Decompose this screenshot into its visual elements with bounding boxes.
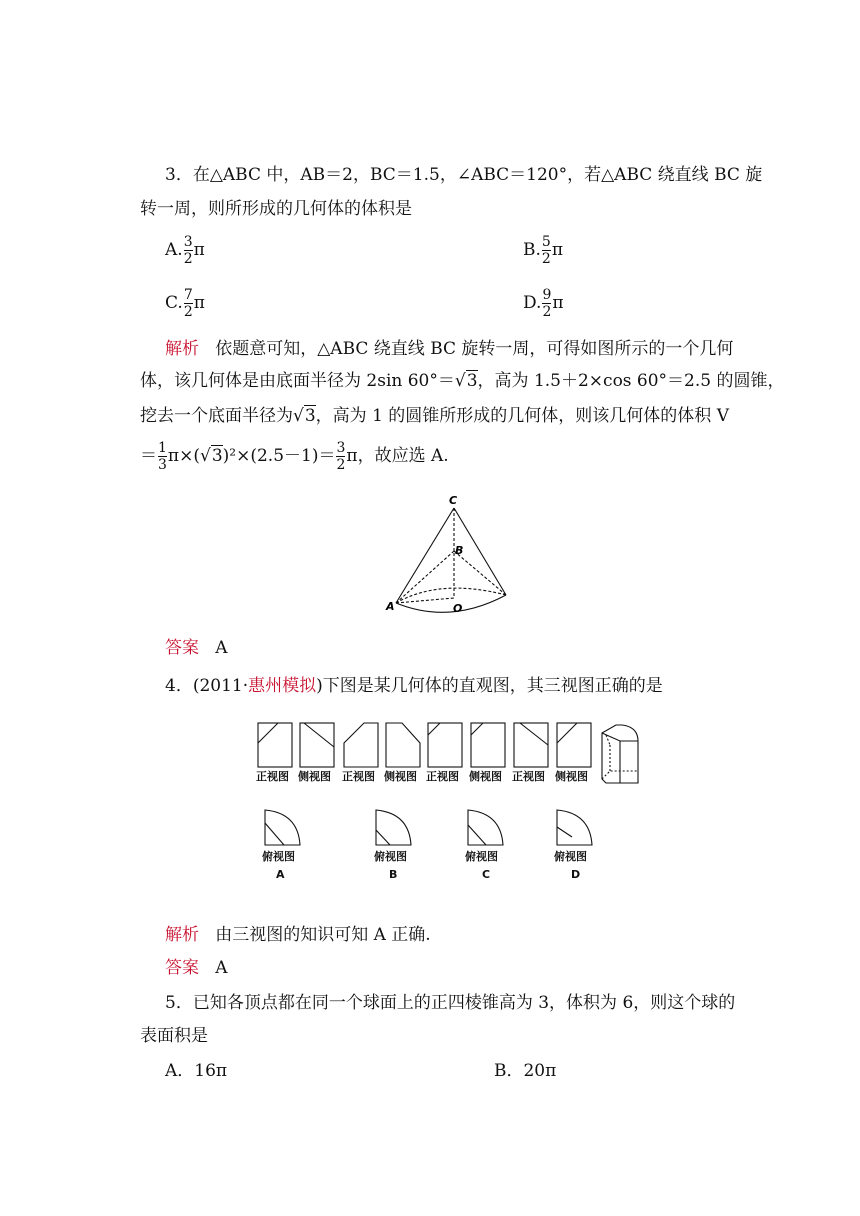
- choice-b: B: [389, 868, 398, 881]
- view-label-5: 正视图: [426, 770, 459, 783]
- q5-line2: 表面积是: [140, 1026, 208, 1046]
- q3-line1: 3．在△ABC 中，AB＝2，BC＝1.5，∠ABC＝120°，若△ABC 绕直线 BC 旋: [165, 165, 763, 185]
- choice-a: A: [276, 868, 285, 881]
- q3-option-c: C. $\frac{7}{2}$ π: [165, 287, 205, 320]
- q5-option-b: B．20π: [494, 1061, 557, 1081]
- view-label-3: 正视图: [342, 770, 375, 783]
- q4-analysis: 解析 由三视图的知识可知 A 正确.: [165, 925, 431, 945]
- view-label-6: 侧视图: [469, 770, 502, 783]
- q3-answer: 答案 A: [165, 638, 228, 658]
- q4-stem: 4．(2011·惠州模拟)下图是某几何体的直观图，其三视图正确的是: [165, 676, 663, 696]
- top-view-label-a: 俯视图: [262, 850, 295, 863]
- view-label-8: 侧视图: [555, 770, 588, 783]
- view-label-7: 正视图: [512, 770, 545, 783]
- q3-option-d: D. $\frac{9}{2}$ π: [523, 287, 564, 320]
- view-label-4: 侧视图: [384, 770, 417, 783]
- top-view-label-b: 俯视图: [374, 850, 407, 863]
- choice-c: C: [482, 868, 491, 881]
- label-a: A: [386, 600, 395, 613]
- q3-analysis-line4: ＝ $\frac{1}{3}$ π×(√3)²×(2.5－1)＝ $\frac{3}{2}$ π，故应选 A.: [140, 440, 449, 473]
- answer-label: 答案: [165, 638, 199, 658]
- analysis-label: 解析: [165, 925, 199, 945]
- top-view-label-c: 俯视图: [465, 850, 498, 863]
- label-b: B: [455, 544, 464, 557]
- view-label-1: 正视图: [256, 770, 289, 783]
- q3-analysis-line1: 解析 依题意可知，△ABC 绕直线 BC 旋转一周，可得如图所示的一个几何: [165, 339, 734, 359]
- q3-analysis-line3: 挖去一个底面半径为√3，高为 1 的圆锥所形成的几何体，则该几何体的体积 V: [140, 406, 729, 426]
- three-views-figure: [250, 715, 650, 885]
- choice-d: D: [571, 868, 581, 881]
- cone-figure: [380, 490, 520, 620]
- q3-analysis-line2: 体，该几何体是由底面半径为 2sin 60°＝√3，高为 1.5＋2×cos 60°＝2.5 的圆锥，: [140, 371, 785, 391]
- view-label-2: 侧视图: [298, 770, 331, 783]
- q3-option-a: A. $\frac{3}{2}$ π: [165, 234, 205, 267]
- q3-option-b: B. $\frac{5}{2}$ π: [523, 234, 564, 267]
- q4-answer: 答案 A: [165, 958, 228, 978]
- answer-label: 答案: [165, 958, 199, 978]
- q5-line1: 5．已知各顶点都在同一个球面上的正四棱锥高为 3，体积为 6，则这个球的: [165, 993, 736, 1013]
- source-link: 惠州模拟: [248, 676, 317, 696]
- label-o: O: [453, 602, 463, 615]
- q5-option-a: A．16π: [165, 1061, 228, 1081]
- label-c: C: [449, 494, 458, 507]
- q3-line2: 转一周，则所形成的几何体的体积是: [140, 199, 412, 219]
- analysis-label: 解析: [165, 339, 199, 359]
- top-view-label-d: 俯视图: [554, 850, 587, 863]
